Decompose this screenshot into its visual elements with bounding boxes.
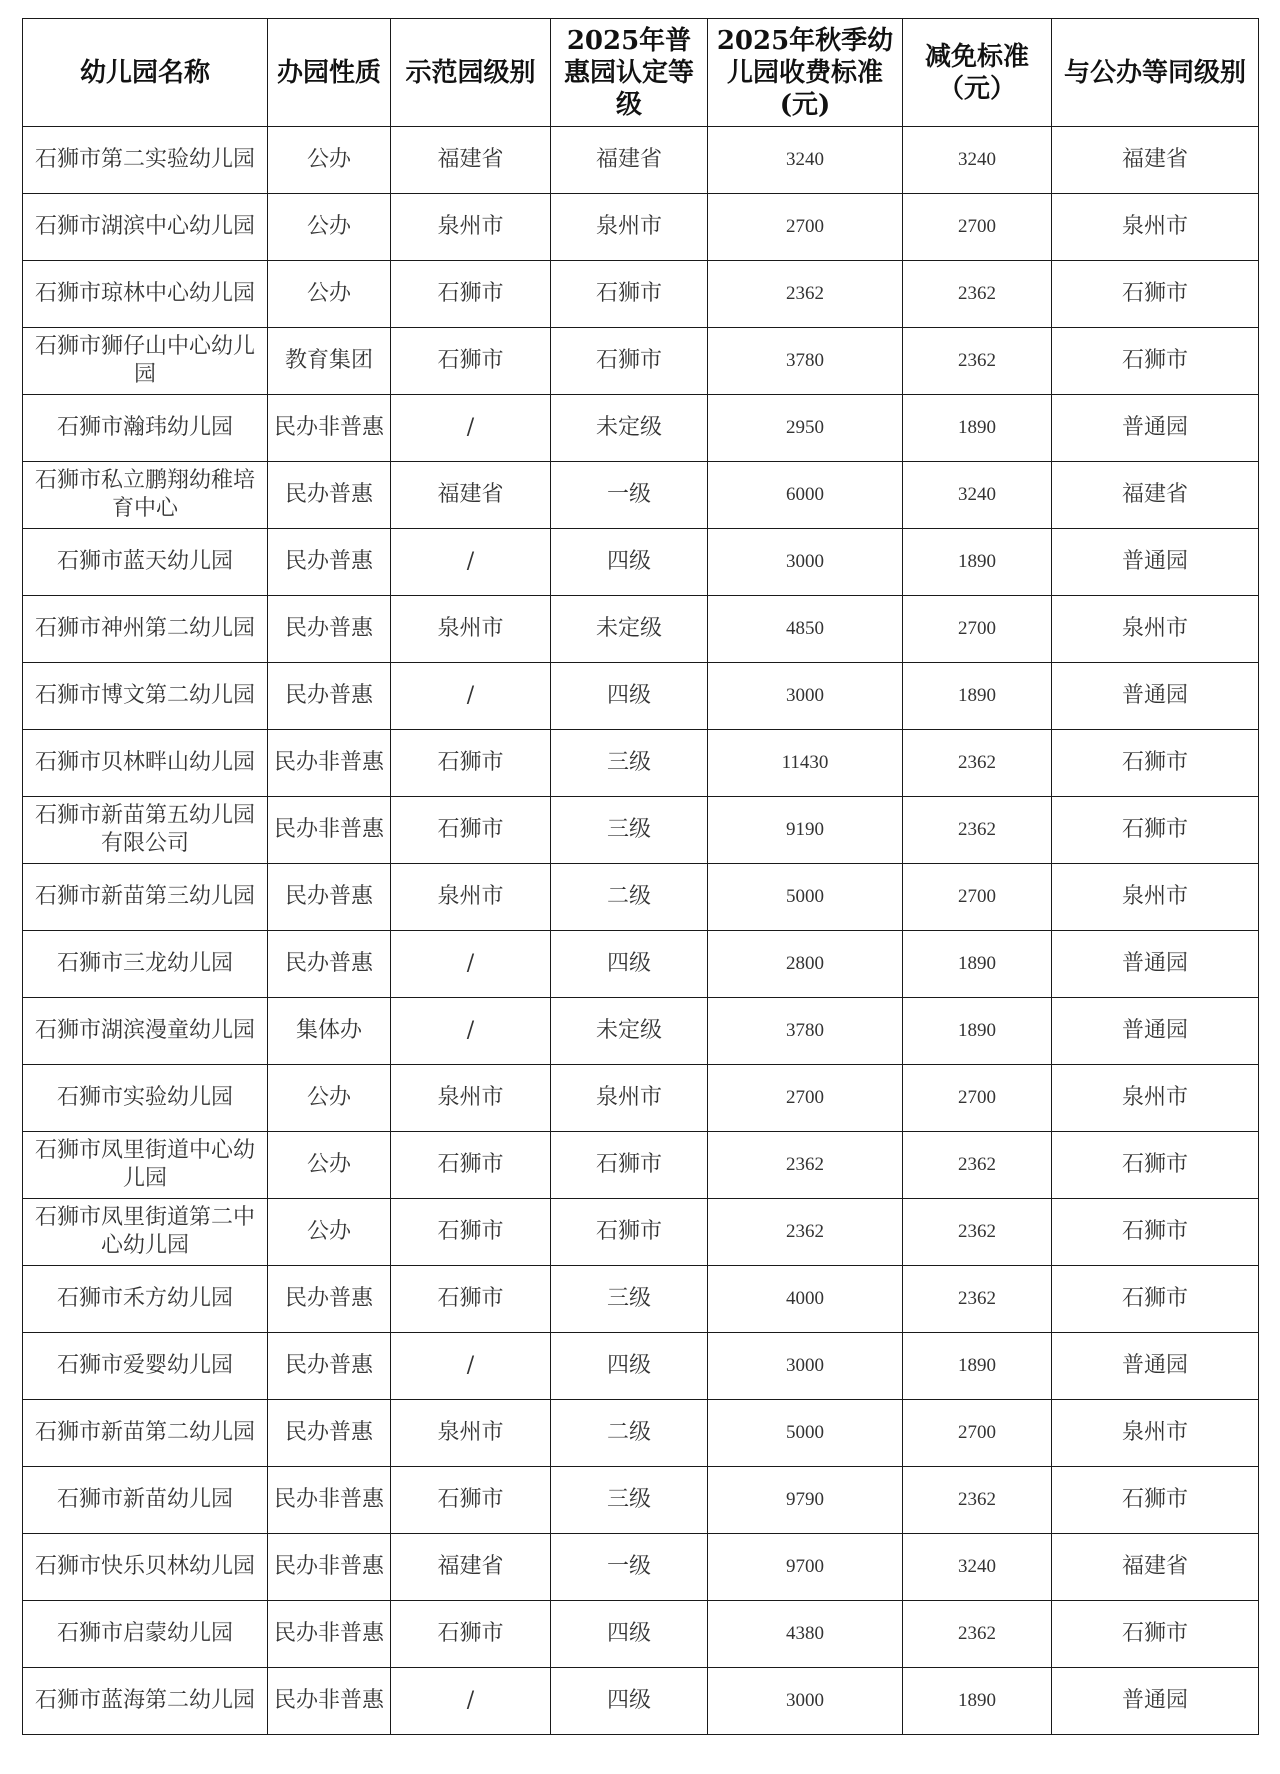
table-body — [23, 127, 1259, 1735]
cell-kindergarten-name: 石狮市三龙幼儿园 — [23, 931, 268, 998]
cell-kindergarten-name: 石狮市实验幼儿园 — [23, 1065, 268, 1132]
cell-ownership-type: 民办非普惠 — [268, 1467, 391, 1534]
cell-autumn-fee: 2800 — [708, 931, 903, 998]
cell-inclusive-rating: 未定级 — [551, 395, 708, 462]
cell-kindergarten-name: 石狮市新苗第二幼儿园 — [23, 1400, 268, 1467]
cell-inclusive-rating: 四级 — [551, 931, 708, 998]
cell-reduction-standard: 2700 — [903, 864, 1052, 931]
cell-ownership-type: 民办普惠 — [268, 462, 391, 529]
table-row — [23, 1534, 1259, 1601]
cell-autumn-fee: 4850 — [708, 596, 903, 663]
cell-ownership-type: 公办 — [268, 127, 391, 194]
cell-demonstration-level: 福建省 — [391, 462, 551, 529]
cell-reduction-standard: 2362 — [903, 328, 1052, 395]
header-inclusive-rating-2025: 2025年普惠园认定等级 — [551, 19, 708, 127]
cell-autumn-fee: 5000 — [708, 864, 903, 931]
cell-inclusive-rating: 一级 — [551, 1534, 708, 1601]
cell-inclusive-rating: 四级 — [551, 1333, 708, 1400]
cell-ownership-type: 民办普惠 — [268, 596, 391, 663]
kindergarten-fee-table — [22, 18, 1259, 1735]
cell-equivalent-level: 石狮市 — [1052, 328, 1259, 395]
cell-ownership-type: 民办非普惠 — [268, 1534, 391, 1601]
cell-ownership-type: 民办非普惠 — [268, 730, 391, 797]
cell-ownership-type: 民办非普惠 — [268, 1668, 391, 1735]
cell-demonstration-level: 石狮市 — [391, 797, 551, 864]
cell-equivalent-level: 普通园 — [1052, 1668, 1259, 1735]
cell-kindergarten-name: 石狮市新苗第五幼儿园有限公司 — [23, 797, 268, 864]
cell-autumn-fee: 4000 — [708, 1266, 903, 1333]
cell-autumn-fee: 3240 — [708, 127, 903, 194]
cell-autumn-fee: 2362 — [708, 1199, 903, 1266]
cell-inclusive-rating: 二级 — [551, 1400, 708, 1467]
cell-demonstration-level: 石狮市 — [391, 328, 551, 395]
table-row — [23, 1333, 1259, 1400]
cell-kindergarten-name: 石狮市贝林畔山幼儿园 — [23, 730, 268, 797]
cell-kindergarten-name: 石狮市狮仔山中心幼儿园 — [23, 328, 268, 395]
cell-ownership-type: 公办 — [268, 1199, 391, 1266]
cell-reduction-standard: 1890 — [903, 529, 1052, 596]
cell-demonstration-level: / — [391, 395, 551, 462]
cell-inclusive-rating: 石狮市 — [551, 261, 708, 328]
cell-autumn-fee: 2700 — [708, 194, 903, 261]
cell-reduction-standard: 2700 — [903, 1065, 1052, 1132]
cell-demonstration-level: 泉州市 — [391, 596, 551, 663]
cell-demonstration-level: 福建省 — [391, 1534, 551, 1601]
cell-autumn-fee: 3780 — [708, 998, 903, 1065]
cell-kindergarten-name: 石狮市琼林中心幼儿园 — [23, 261, 268, 328]
cell-equivalent-level: 泉州市 — [1052, 864, 1259, 931]
cell-kindergarten-name: 石狮市快乐贝林幼儿园 — [23, 1534, 268, 1601]
table-row — [23, 663, 1259, 730]
cell-equivalent-level: 普通园 — [1052, 663, 1259, 730]
table-row — [23, 328, 1259, 395]
cell-equivalent-level: 石狮市 — [1052, 261, 1259, 328]
cell-demonstration-level: 泉州市 — [391, 194, 551, 261]
cell-autumn-fee: 2950 — [708, 395, 903, 462]
cell-inclusive-rating: 三级 — [551, 730, 708, 797]
table-row — [23, 127, 1259, 194]
cell-reduction-standard: 2362 — [903, 261, 1052, 328]
table-row — [23, 194, 1259, 261]
cell-demonstration-level: 泉州市 — [391, 1065, 551, 1132]
cell-reduction-standard: 2362 — [903, 797, 1052, 864]
table-row — [23, 1668, 1259, 1735]
cell-reduction-standard: 1890 — [903, 395, 1052, 462]
cell-equivalent-level: 普通园 — [1052, 395, 1259, 462]
table-row — [23, 1065, 1259, 1132]
cell-autumn-fee: 3000 — [708, 529, 903, 596]
cell-autumn-fee: 9790 — [708, 1467, 903, 1534]
cell-kindergarten-name: 石狮市新苗第三幼儿园 — [23, 864, 268, 931]
cell-reduction-standard: 2700 — [903, 596, 1052, 663]
table-row — [23, 797, 1259, 864]
table-row — [23, 1467, 1259, 1534]
cell-inclusive-rating: 泉州市 — [551, 1065, 708, 1132]
cell-demonstration-level: 石狮市 — [391, 1266, 551, 1333]
cell-ownership-type: 公办 — [268, 261, 391, 328]
cell-inclusive-rating: 泉州市 — [551, 194, 708, 261]
cell-autumn-fee: 2700 — [708, 1065, 903, 1132]
header-reduction-standard: 减免标准（元） — [903, 19, 1052, 127]
table-row — [23, 864, 1259, 931]
cell-reduction-standard: 3240 — [903, 462, 1052, 529]
cell-equivalent-level: 石狮市 — [1052, 1467, 1259, 1534]
cell-autumn-fee: 11430 — [708, 730, 903, 797]
cell-equivalent-level: 石狮市 — [1052, 730, 1259, 797]
cell-autumn-fee: 2362 — [708, 261, 903, 328]
cell-ownership-type: 民办普惠 — [268, 1266, 391, 1333]
cell-kindergarten-name: 石狮市凤里街道中心幼儿园 — [23, 1132, 268, 1199]
cell-kindergarten-name: 石狮市第二实验幼儿园 — [23, 127, 268, 194]
cell-kindergarten-name: 石狮市博文第二幼儿园 — [23, 663, 268, 730]
cell-reduction-standard: 2362 — [903, 1132, 1052, 1199]
cell-autumn-fee: 9700 — [708, 1534, 903, 1601]
cell-kindergarten-name: 石狮市蓝海第二幼儿园 — [23, 1668, 268, 1735]
cell-ownership-type: 民办普惠 — [268, 663, 391, 730]
cell-inclusive-rating: 二级 — [551, 864, 708, 931]
cell-ownership-type: 民办普惠 — [268, 864, 391, 931]
cell-ownership-type: 民办普惠 — [268, 931, 391, 998]
cell-demonstration-level: 泉州市 — [391, 1400, 551, 1467]
cell-inclusive-rating: 三级 — [551, 797, 708, 864]
table-row — [23, 1199, 1259, 1266]
cell-equivalent-level: 石狮市 — [1052, 1199, 1259, 1266]
cell-reduction-standard: 1890 — [903, 1668, 1052, 1735]
cell-inclusive-rating: 四级 — [551, 663, 708, 730]
cell-equivalent-level: 石狮市 — [1052, 1132, 1259, 1199]
cell-ownership-type: 民办普惠 — [268, 1400, 391, 1467]
cell-inclusive-rating: 未定级 — [551, 998, 708, 1065]
cell-reduction-standard: 1890 — [903, 663, 1052, 730]
cell-equivalent-level: 普通园 — [1052, 529, 1259, 596]
cell-ownership-type: 教育集团 — [268, 328, 391, 395]
cell-demonstration-level: / — [391, 998, 551, 1065]
table-row — [23, 596, 1259, 663]
cell-demonstration-level: 石狮市 — [391, 1199, 551, 1266]
cell-autumn-fee: 5000 — [708, 1400, 903, 1467]
cell-demonstration-level: 石狮市 — [391, 1601, 551, 1668]
cell-inclusive-rating: 四级 — [551, 529, 708, 596]
cell-demonstration-level: 福建省 — [391, 127, 551, 194]
table-row — [23, 529, 1259, 596]
cell-reduction-standard: 2362 — [903, 1266, 1052, 1333]
cell-equivalent-level: 泉州市 — [1052, 1065, 1259, 1132]
cell-autumn-fee: 3000 — [708, 1668, 903, 1735]
table-row — [23, 998, 1259, 1065]
cell-equivalent-level: 普通园 — [1052, 931, 1259, 998]
cell-reduction-standard: 1890 — [903, 1333, 1052, 1400]
cell-ownership-type: 集体办 — [268, 998, 391, 1065]
cell-reduction-standard: 2700 — [903, 1400, 1052, 1467]
cell-reduction-standard: 2362 — [903, 1467, 1052, 1534]
cell-demonstration-level: / — [391, 931, 551, 998]
cell-kindergarten-name: 石狮市瀚玮幼儿园 — [23, 395, 268, 462]
cell-inclusive-rating: 福建省 — [551, 127, 708, 194]
cell-ownership-type: 公办 — [268, 1132, 391, 1199]
table-row — [23, 462, 1259, 529]
cell-inclusive-rating: 四级 — [551, 1668, 708, 1735]
cell-reduction-standard: 3240 — [903, 1534, 1052, 1601]
table-row — [23, 1266, 1259, 1333]
cell-equivalent-level: 泉州市 — [1052, 194, 1259, 261]
cell-equivalent-level: 福建省 — [1052, 127, 1259, 194]
cell-inclusive-rating: 石狮市 — [551, 328, 708, 395]
cell-demonstration-level: / — [391, 663, 551, 730]
cell-ownership-type: 民办普惠 — [268, 1333, 391, 1400]
cell-ownership-type: 公办 — [268, 1065, 391, 1132]
cell-reduction-standard: 2362 — [903, 730, 1052, 797]
cell-kindergarten-name: 石狮市启蒙幼儿园 — [23, 1601, 268, 1668]
table-row — [23, 730, 1259, 797]
cell-inclusive-rating: 四级 — [551, 1601, 708, 1668]
cell-reduction-standard: 2362 — [903, 1199, 1052, 1266]
cell-autumn-fee: 6000 — [708, 462, 903, 529]
cell-inclusive-rating: 三级 — [551, 1266, 708, 1333]
table-row — [23, 931, 1259, 998]
cell-equivalent-level: 泉州市 — [1052, 596, 1259, 663]
cell-kindergarten-name: 石狮市湖滨漫童幼儿园 — [23, 998, 268, 1065]
cell-ownership-type: 民办非普惠 — [268, 1601, 391, 1668]
table-row — [23, 261, 1259, 328]
cell-kindergarten-name: 石狮市神州第二幼儿园 — [23, 596, 268, 663]
cell-ownership-type: 民办非普惠 — [268, 395, 391, 462]
header-autumn-fee-2025: 2025年秋季幼儿园收费标准(元) — [708, 19, 903, 127]
cell-kindergarten-name: 石狮市禾方幼儿园 — [23, 1266, 268, 1333]
cell-demonstration-level: 石狮市 — [391, 1467, 551, 1534]
cell-equivalent-level: 石狮市 — [1052, 1601, 1259, 1668]
cell-equivalent-level: 普通园 — [1052, 1333, 1259, 1400]
cell-kindergarten-name: 石狮市私立鹏翔幼稚培育中心 — [23, 462, 268, 529]
cell-inclusive-rating: 三级 — [551, 1467, 708, 1534]
cell-kindergarten-name: 石狮市爱婴幼儿园 — [23, 1333, 268, 1400]
cell-reduction-standard: 2362 — [903, 1601, 1052, 1668]
cell-autumn-fee: 9190 — [708, 797, 903, 864]
header-demonstration-level: 示范园级别 — [391, 19, 551, 127]
cell-demonstration-level: 石狮市 — [391, 261, 551, 328]
cell-autumn-fee: 2362 — [708, 1132, 903, 1199]
header-ownership-type: 办园性质 — [268, 19, 391, 127]
cell-inclusive-rating: 一级 — [551, 462, 708, 529]
cell-inclusive-rating: 石狮市 — [551, 1199, 708, 1266]
header-kindergarten-name: 幼儿园名称 — [23, 19, 268, 127]
table-row — [23, 1132, 1259, 1199]
cell-equivalent-level: 福建省 — [1052, 462, 1259, 529]
cell-autumn-fee: 3000 — [708, 663, 903, 730]
table-header — [23, 19, 1259, 127]
cell-ownership-type: 民办普惠 — [268, 529, 391, 596]
cell-kindergarten-name: 石狮市蓝天幼儿园 — [23, 529, 268, 596]
cell-demonstration-level: / — [391, 1668, 551, 1735]
cell-kindergarten-name: 石狮市新苗幼儿园 — [23, 1467, 268, 1534]
cell-reduction-standard: 1890 — [903, 931, 1052, 998]
cell-autumn-fee: 3780 — [708, 328, 903, 395]
cell-autumn-fee: 3000 — [708, 1333, 903, 1400]
cell-reduction-standard: 3240 — [903, 127, 1052, 194]
table-row — [23, 1400, 1259, 1467]
cell-demonstration-level: 石狮市 — [391, 1132, 551, 1199]
cell-inclusive-rating: 石狮市 — [551, 1132, 708, 1199]
cell-inclusive-rating: 未定级 — [551, 596, 708, 663]
cell-kindergarten-name: 石狮市凤里街道第二中心幼儿园 — [23, 1199, 268, 1266]
header-row — [23, 19, 1259, 127]
cell-reduction-standard: 2700 — [903, 194, 1052, 261]
cell-equivalent-level: 福建省 — [1052, 1534, 1259, 1601]
cell-demonstration-level: 石狮市 — [391, 730, 551, 797]
cell-equivalent-level: 泉州市 — [1052, 1400, 1259, 1467]
cell-demonstration-level: 泉州市 — [391, 864, 551, 931]
cell-ownership-type: 民办非普惠 — [268, 797, 391, 864]
table-row — [23, 395, 1259, 462]
cell-demonstration-level: / — [391, 1333, 551, 1400]
cell-kindergarten-name: 石狮市湖滨中心幼儿园 — [23, 194, 268, 261]
header-equivalent-public-level: 与公办等同级别 — [1052, 19, 1259, 127]
cell-equivalent-level: 石狮市 — [1052, 797, 1259, 864]
cell-equivalent-level: 普通园 — [1052, 998, 1259, 1065]
cell-ownership-type: 公办 — [268, 194, 391, 261]
cell-demonstration-level: / — [391, 529, 551, 596]
cell-reduction-standard: 1890 — [903, 998, 1052, 1065]
table-row — [23, 1601, 1259, 1668]
cell-autumn-fee: 4380 — [708, 1601, 903, 1668]
cell-equivalent-level: 石狮市 — [1052, 1266, 1259, 1333]
